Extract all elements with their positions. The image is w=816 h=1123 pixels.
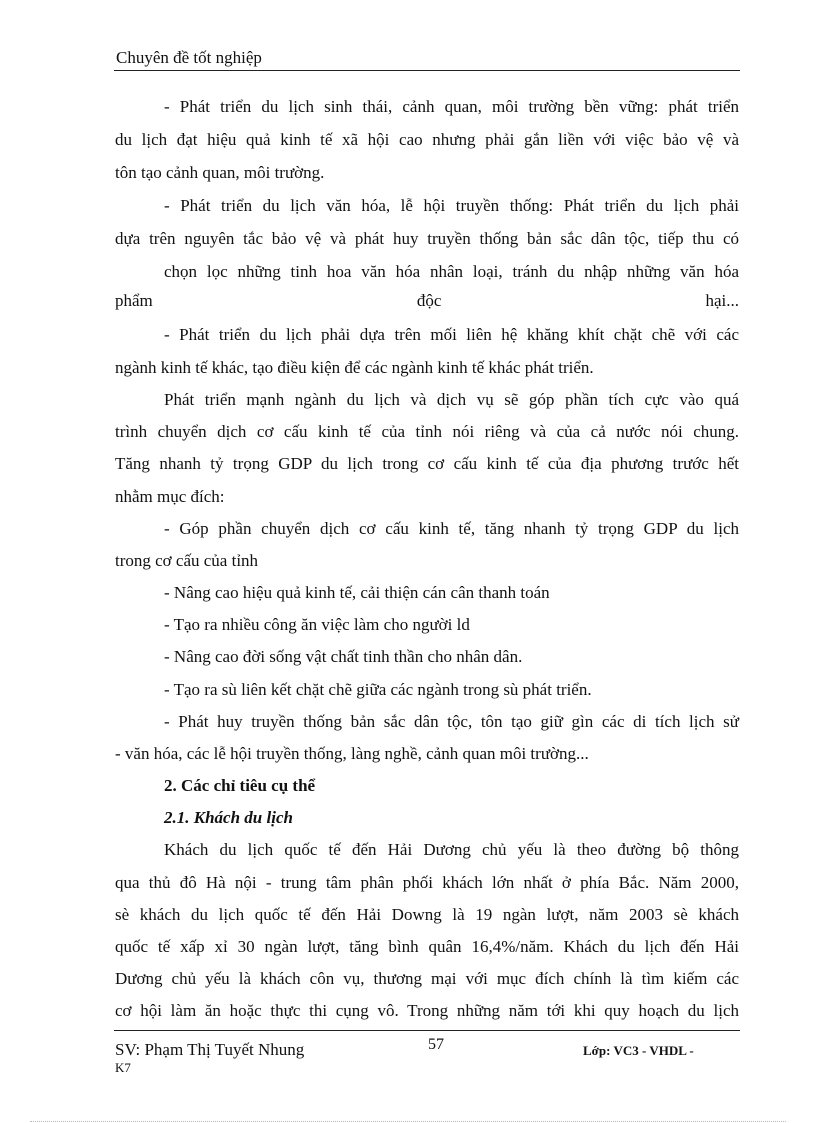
body-line: trình chuyển dịch cơ cấu kinh tế của tỉnh nói riêng và của cả nước nói chung.	[115, 422, 739, 441]
body-line: - Nâng cao đời sống vật chất tinh thần cho nhân dân.	[164, 647, 523, 666]
subsection-heading: 2.1. Khách du lịch	[164, 808, 293, 827]
body-line: Dương chủ yếu là khách côn vụ, thương mại với mục đích chính là tìm kiếm các	[115, 969, 739, 988]
body-line: chọn lọc những tinh hoa văn hóa nhân loại, tránh du nhập những văn hóa	[164, 262, 739, 281]
body-line: - Phát triển du lịch phải dựa trên mối liên hệ khăng khít chặt chẽ với các	[164, 325, 739, 344]
body-line: quốc tế xấp xỉ 30 ngàn lượt, tăng bình quân 16,4%/năm. Khách du lịch đến Hải	[115, 937, 739, 956]
body-line: du lịch đạt hiệu quả kinh tế xã hội cao nhưng phải gắn liền với việc bảo vệ và	[115, 130, 739, 149]
body-line: sè khách du lịch quốc tế đến Hải Downg là 19 ngàn lượt, năm 2003 sè khách	[115, 905, 739, 924]
body-line: phẩm độc hại...	[115, 291, 739, 310]
body-line: Tăng nhanh tỷ trọng GDP du lịch trong cơ cấu kinh tế của địa phương trước hết	[115, 454, 739, 473]
body-line: tôn tạo cảnh quan, môi trường.	[115, 163, 325, 182]
body-line: trong cơ cấu của tỉnh	[115, 551, 259, 570]
footer-divider	[114, 1030, 740, 1031]
page-bottom-dotted-line	[30, 1121, 786, 1122]
body-line: - Tạo ra nhiều công ăn việc làm cho người ld	[164, 615, 470, 634]
footer-student-name: SV: Phạm Thị Tuyết Nhung	[115, 1040, 305, 1059]
page-header-title: Chuyên đề tốt nghiệp	[116, 48, 262, 67]
page-number: 57	[428, 1036, 444, 1053]
body-line: qua thủ đô Hà nội - trung tâm phân phối khách lớn nhất ở phía Bắc. Năm 2000,	[115, 873, 739, 892]
body-line: ngành kinh tế khác, tạo điều kiện để các ngành kinh tế khác phát triển.	[115, 358, 594, 377]
body-line: nhằm mục đích:	[115, 487, 225, 506]
body-line: Phát triển mạnh ngành du lịch và dịch vụ sẽ góp phần tích cực vào quá	[164, 390, 739, 409]
body-line: - Phát triển du lịch sinh thái, cảnh quan, môi trường bền vững: phát triển	[164, 97, 739, 116]
body-line: - văn hóa, các lễ hội truyền thống, làng nghề, cảnh quan môi trường...	[115, 744, 589, 763]
body-line: - Tạo ra sù liên kết chặt chẽ giữa các ngành trong sù phát triển.	[164, 680, 592, 699]
body-line: - Phát huy truyền thống bản sắc dân tộc, tôn tạo giữ gìn các di tích lịch sử	[164, 712, 739, 731]
body-line: - Phát triển du lịch văn hóa, lễ hội truyền thống: Phát triển du lịch phải	[164, 196, 739, 215]
header-divider	[114, 70, 740, 71]
footer-student-cohort: K7	[115, 1060, 131, 1075]
body-line: Khách du lịch quốc tế đến Hải Dương chủ yếu là theo đường bộ thông	[164, 840, 739, 859]
footer-class-label: Lớp: VC3 - VHDL -	[583, 1043, 694, 1058]
body-line: - Góp phần chuyển dịch cơ cấu kinh tế, tăng nhanh tỷ trọng GDP du lịch	[164, 519, 739, 538]
body-line: cơ hội làm ăn hoặc thực thi cụng vô. Trong những năm tới khi quy hoạch du lịch	[115, 1001, 739, 1020]
section-heading: 2. Các chỉ tiêu cụ thể	[164, 776, 316, 795]
body-line: - Nâng cao hiệu quả kinh tế, cải thiện cán cân thanh toán	[164, 583, 550, 602]
body-line: dựa trên nguyên tắc bảo vệ và phát huy truyền thống bản sắc dân tộc, tiếp thu có	[115, 229, 739, 248]
